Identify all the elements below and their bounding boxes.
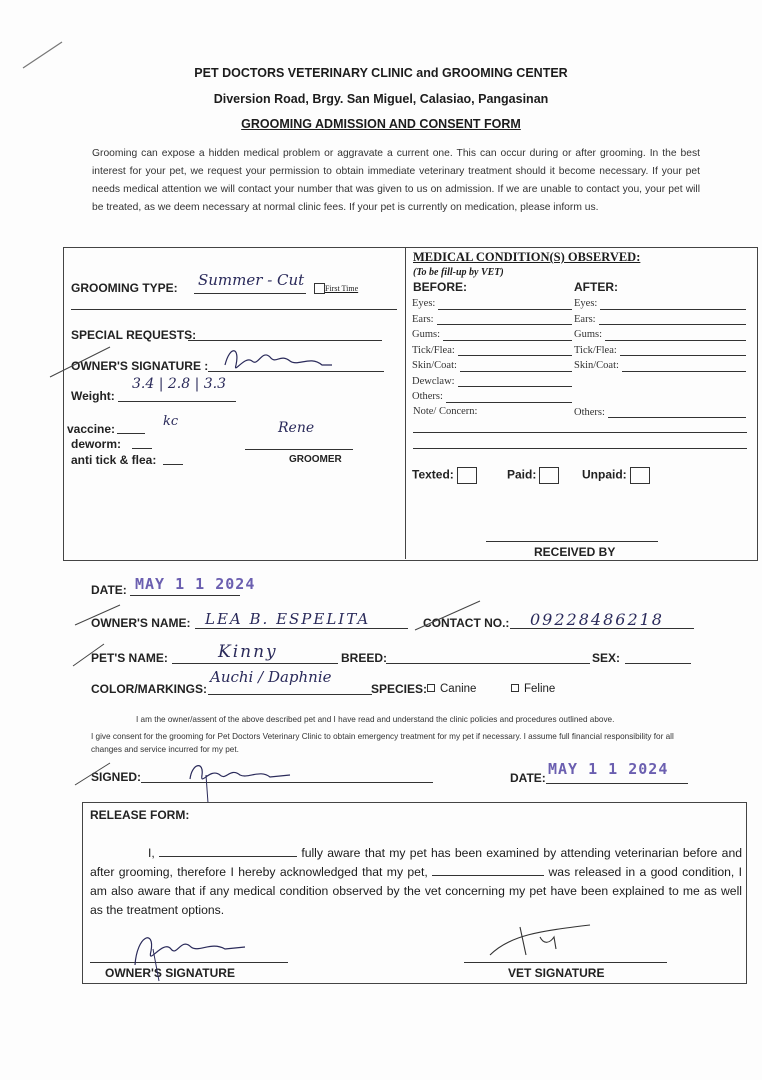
anti-tick-line bbox=[163, 464, 183, 465]
note-label: Note/ Concern: bbox=[413, 406, 478, 417]
after-item: Ears: bbox=[574, 314, 746, 330]
vet-signature-drawing bbox=[480, 915, 620, 975]
after-item: Eyes: bbox=[574, 298, 746, 314]
signed-label: SIGNED: bbox=[91, 770, 142, 784]
release-owner-signature bbox=[115, 915, 265, 985]
contact-label: CONTACT NO.: bbox=[423, 616, 510, 630]
paid-checkbox[interactable] bbox=[539, 467, 559, 484]
vaccine-label: vaccine: bbox=[67, 422, 116, 436]
consent-date-line bbox=[546, 783, 688, 784]
consent-date-label: DATE: bbox=[510, 771, 546, 785]
contact-value[interactable]: 09228486218 bbox=[530, 610, 664, 629]
color-line bbox=[208, 694, 372, 695]
consent-text-2: I give consent for the grooming for Pet Doctors Veterinary Clinic to obtain emergency treatment for my pet if necessary. I assume full financial responsibility for all changes and service incurred for my pet. bbox=[91, 732, 674, 754]
owner-name-value[interactable]: LEA B. ESPELITA bbox=[205, 610, 371, 628]
received-by-line bbox=[486, 541, 658, 542]
clinic-address: Diversion Road, Brgy. San Miguel, Calasiao, Pangasinan bbox=[213, 92, 549, 106]
owner-name-label: OWNER'S NAME: bbox=[91, 616, 191, 630]
strike-mark-pet bbox=[68, 638, 108, 672]
before-item: Ears: bbox=[412, 314, 572, 330]
note-line-1 bbox=[413, 432, 747, 433]
feline-option[interactable]: Feline bbox=[511, 683, 555, 695]
before-item: Dewclaw: bbox=[412, 376, 572, 392]
pet-name-label: PET'S NAME: bbox=[91, 651, 168, 665]
owner-sig-label: OWNER'S SIGNATURE bbox=[105, 966, 235, 980]
box-divider bbox=[405, 248, 406, 559]
after-item: Others: bbox=[574, 407, 746, 423]
date-stamp: MAY 1 1 2024 bbox=[135, 575, 256, 593]
before-item: Eyes: bbox=[412, 298, 572, 314]
anti-tick-label: anti tick & flea: bbox=[71, 453, 157, 467]
before-item: Gums: bbox=[412, 329, 572, 345]
vet-sig-label: VET SIGNATURE bbox=[508, 966, 605, 980]
pet-name-line bbox=[172, 663, 338, 664]
vaccine-line bbox=[117, 433, 145, 434]
signed-signature-drawing bbox=[70, 745, 300, 805]
special-requests-label: SPECIAL REQUESTS: bbox=[71, 328, 197, 342]
before-item: Others: bbox=[412, 391, 572, 407]
color-label: COLOR/MARKINGS: bbox=[91, 682, 207, 696]
unpaid-field: Unpaid: bbox=[582, 467, 650, 484]
after-item: Skin/Coat: bbox=[574, 360, 746, 376]
vaccine-value[interactable]: kc bbox=[163, 414, 179, 429]
after-item: Gums: bbox=[574, 329, 746, 345]
before-item: Tick/Flea: bbox=[412, 345, 572, 361]
before-item: Skin/Coat: bbox=[412, 360, 572, 376]
groomer-label: GROOMER bbox=[289, 454, 342, 465]
first-time-label: First Time bbox=[325, 284, 359, 293]
sex-label: SEX: bbox=[592, 651, 621, 665]
release-title: RELEASE FORM: bbox=[90, 808, 190, 822]
grooming-type-value[interactable]: Summer - Cut bbox=[198, 271, 305, 289]
before-label: BEFORE: bbox=[413, 280, 467, 294]
strike-marks bbox=[70, 595, 510, 640]
release-paragraph: I, fully aware that my pet has been examined by attending veterinarian before and after grooming, therefore I hereby acknowledged that my pet, was released in a good condition, I am also aware that if any medical condition observed by the vet concerning my pet have been explained to me as well as the treatment options. bbox=[90, 846, 743, 917]
after-list bbox=[574, 298, 746, 422]
intro-paragraph: Grooming can expose a hidden medical problem or aggravate a current one. This can occur during or after grooming. In the best interest for your pet, we request your permission to obtain immediate veterinary treatment should it become necessary. If your pet needs medical attention we will contact your number that was given to us on admission. If we are unable to contact you, your pet will be treated, as we deem necessary at normal clinic fees. If your pet is currently on medication, please inform us. bbox=[92, 148, 700, 213]
first-time-checkbox[interactable] bbox=[314, 283, 325, 294]
texted-checkbox[interactable] bbox=[457, 467, 477, 484]
groomer-name: Rene bbox=[278, 420, 315, 436]
clinic-name: PET DOCTORS VETERINARY CLINIC and GROOMING CENTER bbox=[194, 66, 568, 80]
deworm-label: deworm: bbox=[71, 437, 122, 451]
grooming-type-line-2 bbox=[71, 309, 397, 310]
sex-line bbox=[625, 663, 691, 664]
texted-field: Texted: bbox=[412, 467, 477, 484]
before-list bbox=[412, 298, 572, 407]
form-title: GROOMING ADMISSION AND CONSENT FORM bbox=[241, 117, 521, 131]
breed-line bbox=[386, 663, 590, 664]
deworm-line bbox=[132, 448, 152, 449]
grooming-type-line bbox=[194, 293, 306, 294]
grooming-type-label: GROOMING TYPE: bbox=[71, 281, 178, 295]
weight-label: Weight: bbox=[71, 389, 115, 403]
medical-subtitle: (To be fill-up by VET) bbox=[413, 267, 504, 278]
weight-value[interactable]: 3.4 | 2.8 | 3.3 bbox=[132, 376, 227, 392]
consent-date-stamp: MAY 1 1 2024 bbox=[548, 760, 669, 778]
canine-option[interactable]: Canine bbox=[427, 683, 476, 695]
received-by-label: RECEIVED BY bbox=[534, 545, 616, 559]
paid-field: Paid: bbox=[507, 467, 559, 484]
after-label: AFTER: bbox=[574, 280, 618, 294]
color-value[interactable]: Auchi / Daphnie bbox=[210, 668, 332, 686]
groomer-line bbox=[245, 449, 353, 450]
note-line-2 bbox=[413, 448, 747, 449]
consent-text-1: I am the owner/assent of the above described pet and I have read and understand the clinic policies and procedures outlined above. bbox=[136, 715, 615, 724]
date-label: DATE: bbox=[91, 583, 127, 597]
owner-signature-label: OWNER'S SIGNATURE : bbox=[71, 359, 209, 373]
pet-name-blank[interactable] bbox=[432, 863, 544, 876]
breed-label: BREED: bbox=[341, 651, 388, 665]
after-item: Tick/Flea: bbox=[574, 345, 746, 361]
owner-name-blank[interactable] bbox=[159, 844, 297, 857]
pet-name-value[interactable]: Kinny bbox=[218, 642, 278, 662]
species-label: SPECIES: bbox=[371, 682, 428, 696]
unpaid-checkbox[interactable] bbox=[630, 467, 650, 484]
weight-line bbox=[118, 401, 236, 402]
medical-title: MEDICAL CONDITION(S) OBSERVED: bbox=[413, 250, 641, 264]
